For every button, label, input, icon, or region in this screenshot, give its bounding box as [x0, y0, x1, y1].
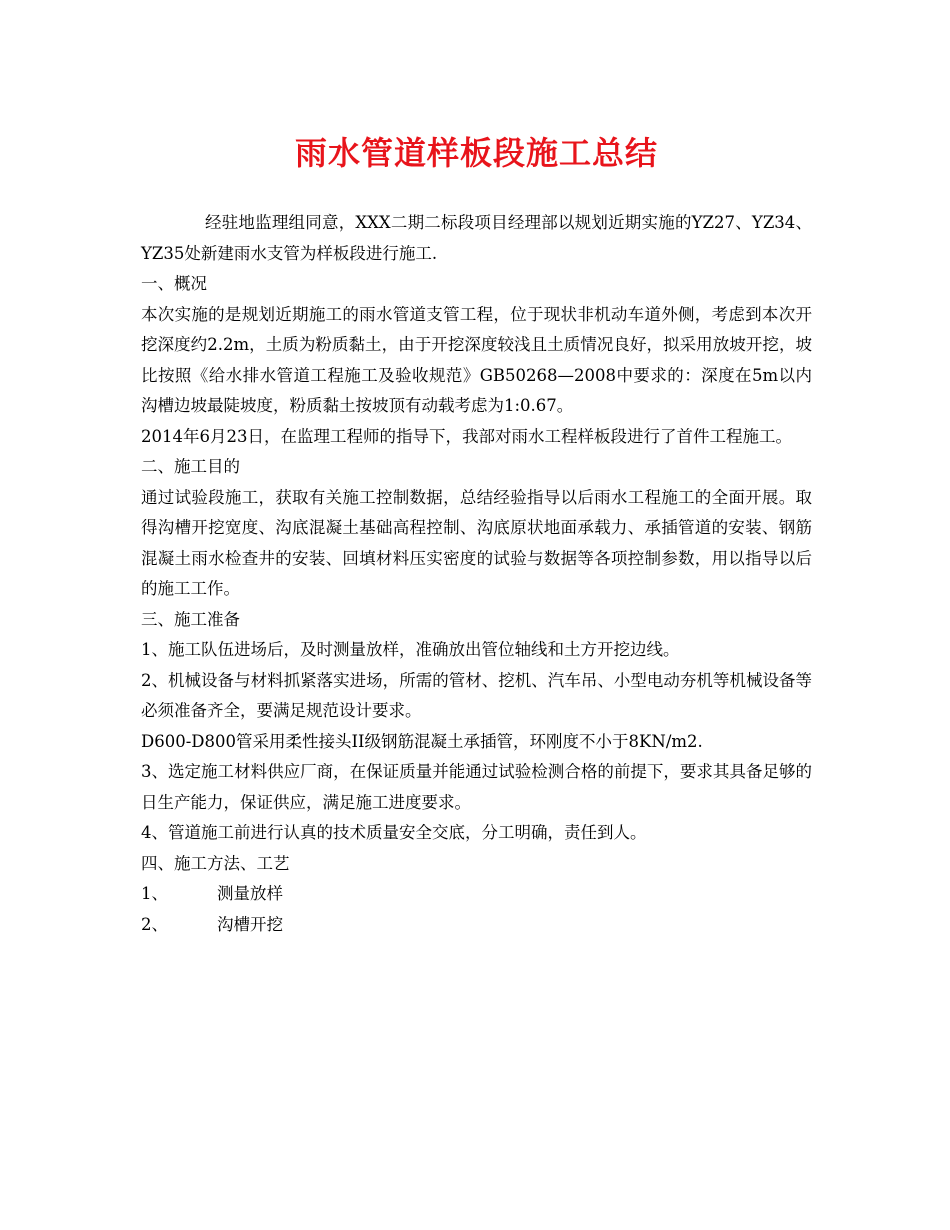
method-step-2-label: 沟槽开挖	[217, 914, 283, 934]
intro-paragraph: 经驻地监理组同意，XXX二期二标段项目经理部以规划近期实施的YZ27、YZ34、YZ35处新建雨水支管为样板段进行施工.	[141, 213, 812, 263]
overview-paragraph-2: 2014年6月23日，在监理工程师的指导下，我部对雨水工程样板段进行了首件工程施工。	[141, 426, 792, 446]
section-heading-purpose: 二、施工目的	[141, 457, 240, 476]
purpose-paragraph: 通过试验段施工，获取有关施工控制数据，总结经验指导以后雨水工程施工的全面开展。取得沟槽开挖宽度、沟底混凝土基础高程控制、沟底原状地面承载力、承插管道的安装、钢筋混凝土雨水检查井的安装、回填材料压实密度的试验与数据等各项控制参数，用以指导以后的施工工作。	[141, 487, 812, 598]
method-step-1-label: 测量放样	[217, 884, 283, 903]
preparation-item-1: 1、施工队伍进场后，及时测量放样，准确放出管位轴线和土方开挖边线。	[141, 640, 680, 659]
section-heading-overview: 一、概况	[141, 274, 207, 293]
preparation-item-4: 4、管道施工前进行认真的技术质量安全交底，分工明确，责任到人。	[141, 823, 647, 842]
section-heading-methods: 四、施工方法、工艺	[141, 853, 290, 873]
method-step-1	[141, 879, 812, 910]
overview-paragraph-1: 本次实施的是规划近期施工的雨水管道支管工程，位于现状非机动车道外侧，考虑到本次开挖深度约2.2m，土质为粉质黏土，由于开挖深度较浅且土质情况良好，拟采用放坡开挖，坡比按照《给水排水管道工程施工及验收规范》GB50268—2008中要求的：深度在5m以内沟槽边坡最陡坡度，粉质黏土按坡顶有动载考虑为1:0.67。	[141, 304, 812, 415]
preparation-pipe-spec: D600-D800管采用柔性接头II级钢筋混凝土承插管，环刚度不小于8KN/m2.	[141, 731, 703, 751]
preparation-item-2: 2、机械设备与材料抓紧落实进场，所需的管材、挖机、汽车吊、小型电动夯机等机械设备等必须准备齐全，要满足规范设计要求。	[141, 670, 812, 720]
preparation-item-3: 3、选定施工材料供应厂商，在保证质量并能通过试验检测合格的前提下，要求其具备足够的日生产能力，保证供应，满足施工进度要求。	[141, 762, 812, 812]
section-heading-preparation: 三、施工准备	[141, 609, 240, 629]
method-step-2	[141, 910, 812, 941]
document-title: 雨水管道样板段施工总结	[294, 134, 658, 172]
method-step-2-number: 2、	[141, 914, 168, 934]
method-step-1-number: 1、	[141, 884, 168, 903]
